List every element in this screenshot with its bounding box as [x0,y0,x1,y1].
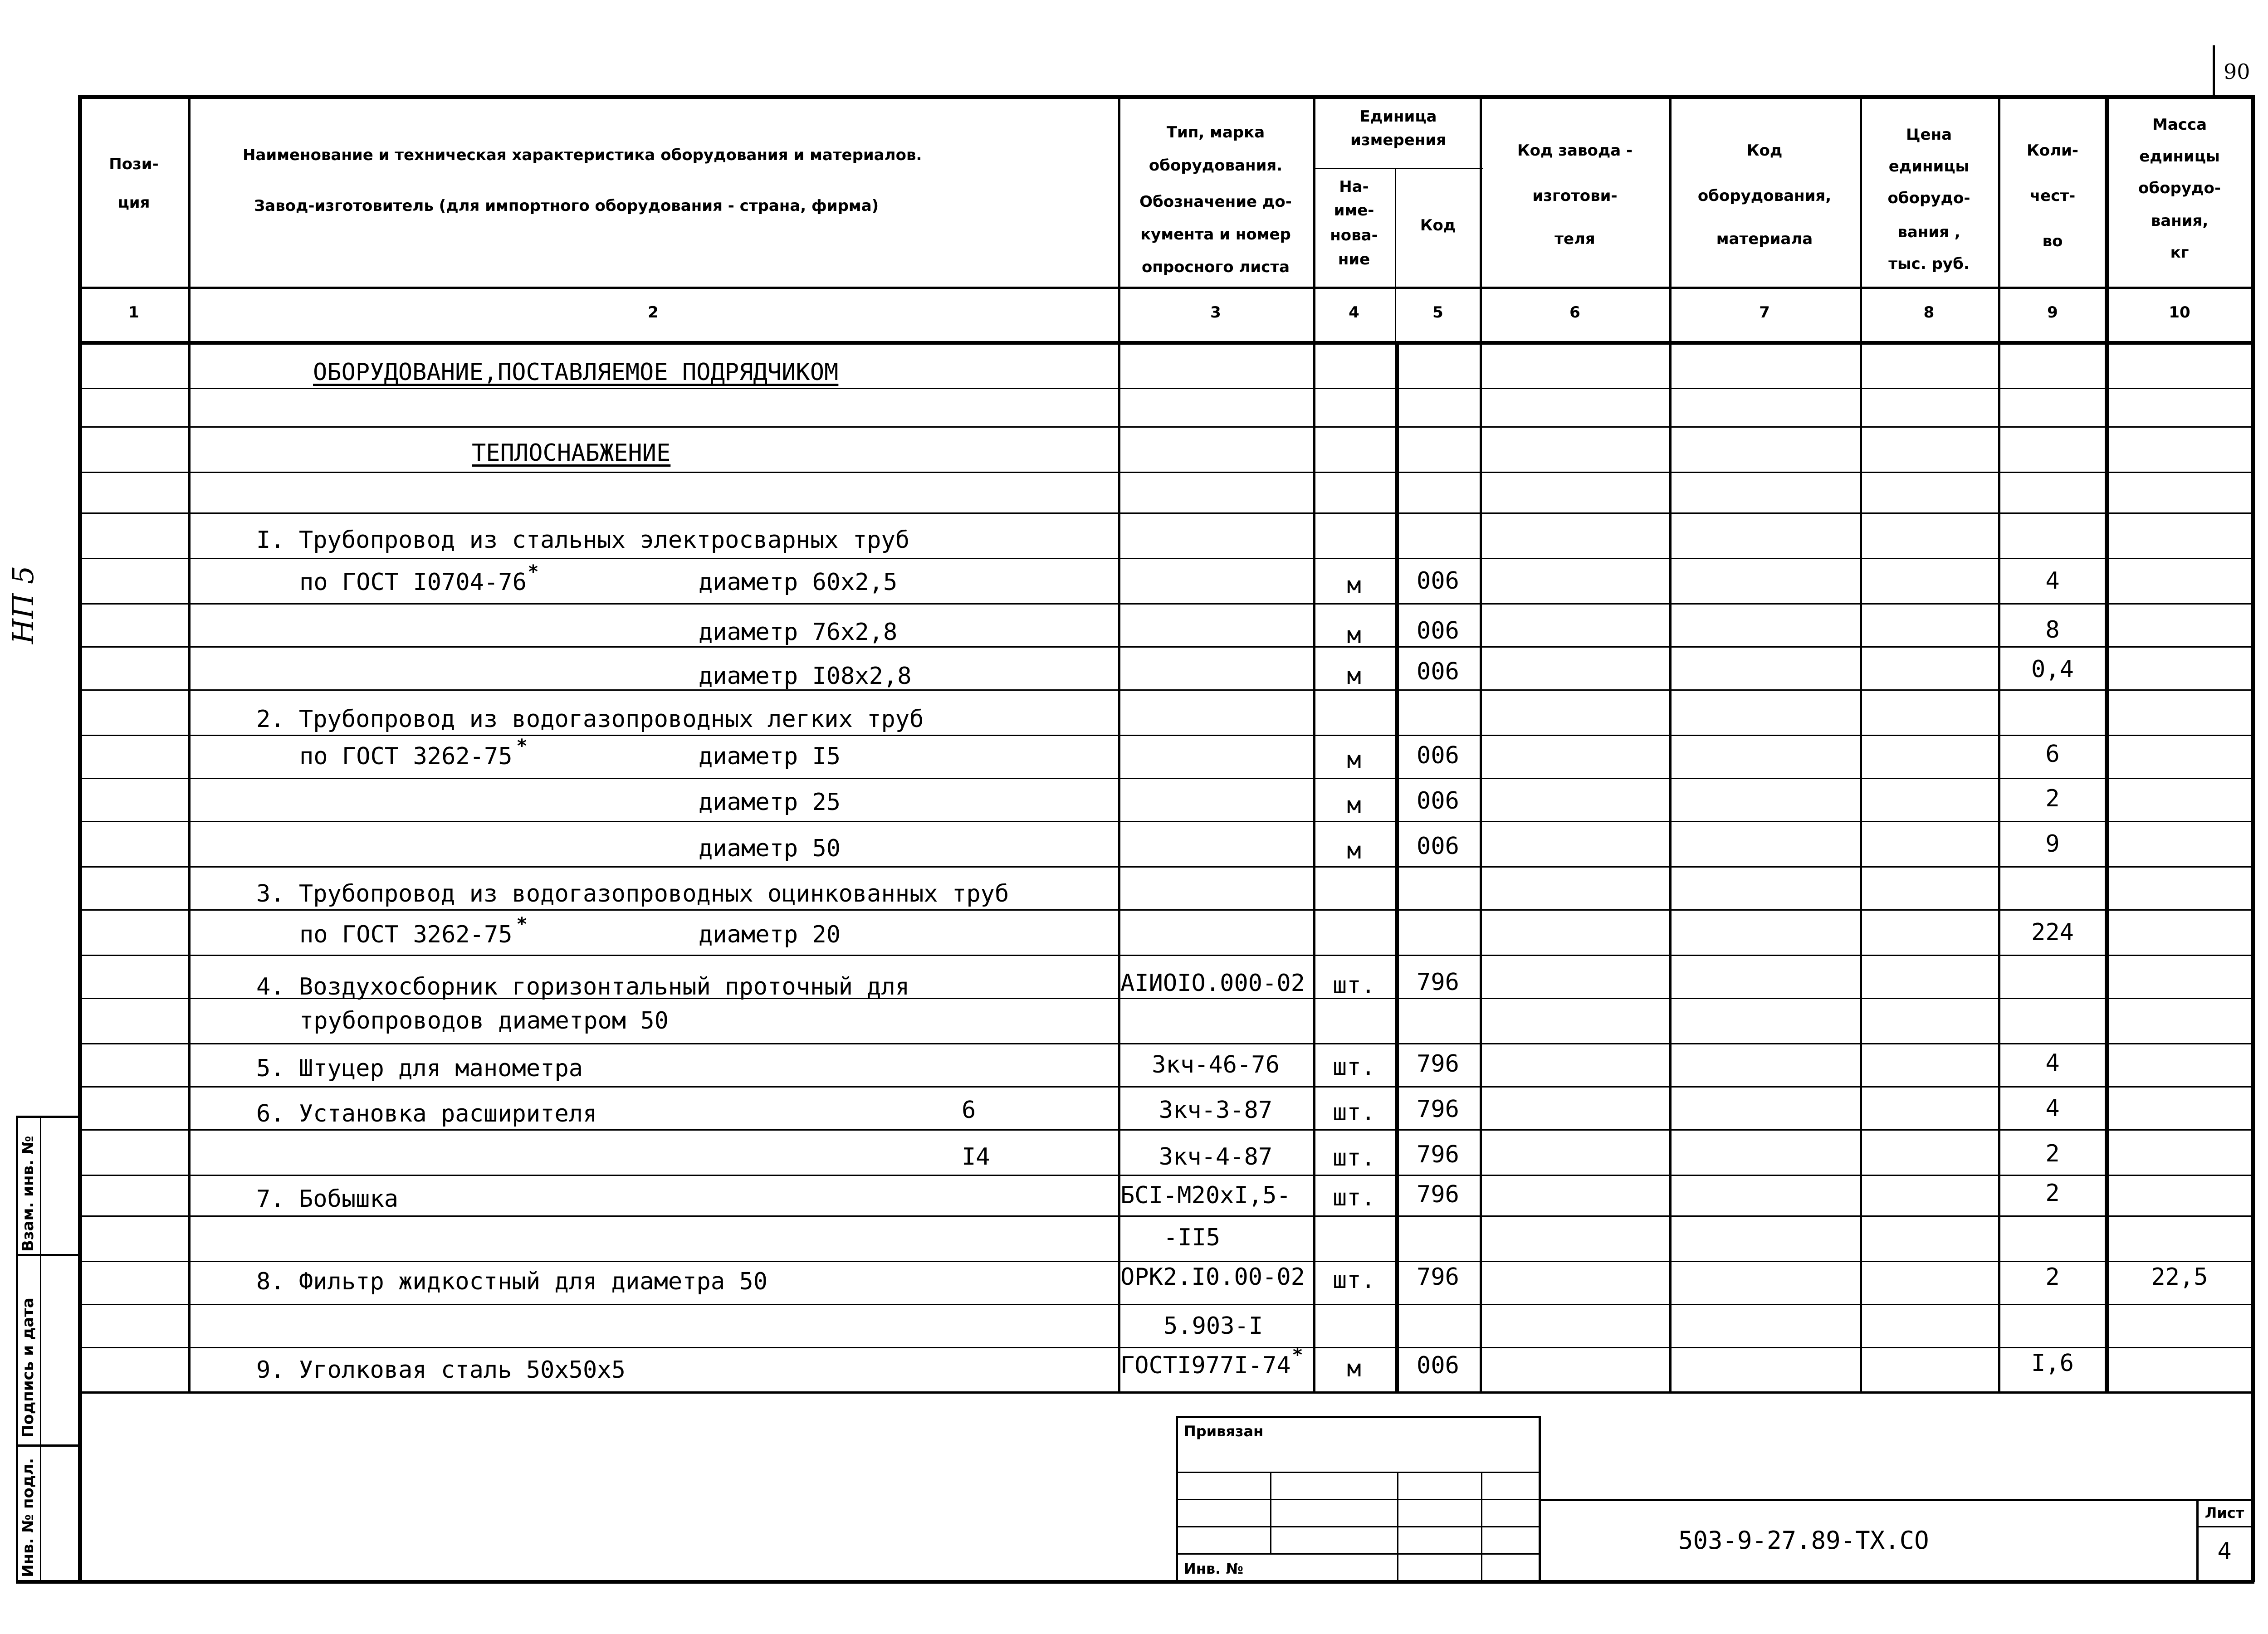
col-number-10: 10 [2169,303,2190,322]
item-5-name: 5. Штуцер для манометра [256,1055,583,1082]
col3-header-line4: кумента и номер [1140,225,1291,244]
col4-header-line4: ние [1338,250,1370,268]
item-3a-diameter: диаметр 20 [699,921,841,948]
col7-header-line2: оборудования, [1697,187,1832,205]
col-line-7 [1860,95,1862,1391]
item-2b-code: 006 [1417,787,1459,815]
numbers-bottom-line [79,341,2254,345]
item-6-code: 796 [1417,1096,1459,1123]
item-2c-code: 006 [1417,833,1459,860]
col2-header-line2: Завод-изготовитель (для импортного оборудования - страна, фирма) [254,197,879,215]
row-sep [79,646,2254,648]
unit-group-divider [1313,168,1483,169]
row-sep [79,866,2254,868]
frame-bottom-line [16,1580,2254,1584]
col-line-9 [2105,95,2109,1391]
row-sep [79,1129,2254,1131]
privyazan-box-top [1177,1416,1540,1418]
item-9-star: * [1293,1345,1302,1366]
item-9-type: ГОСТI977I-74 [1120,1352,1291,1379]
col-line-1 [188,95,191,1391]
col1-header-line1: Пози- [109,155,159,173]
row-sep [79,909,2254,911]
item-8-type-line2: 5.903-I [1163,1312,1263,1340]
col-number-8: 8 [1923,303,1935,322]
col7-header-line1: Код [1746,141,1783,160]
row-sep [79,426,2254,428]
item-3-star: * [517,914,527,935]
row-sep [79,1043,2254,1044]
item-1a-qty: 4 [2045,567,2060,595]
section-heading-contractor: ОБОРУДОВАНИЕ,ПОСТАВЛЯЕМОЕ ПОДРЯДЧИКОМ [313,359,839,386]
item-8-qty: 2 [2045,1263,2060,1291]
item-1b-qty: 8 [2045,616,2060,644]
item-7-type-line1: БСI-М20хI,5- [1120,1182,1291,1209]
row-sep [79,821,2254,822]
item-8-unit: шт. [1333,1267,1375,1294]
privyazan-box-inner-1 [1270,1472,1271,1553]
frame-top-line [79,95,2254,99]
item-6-name: 6. Установка расширителя [256,1100,597,1127]
col8-header-line3: оборудо- [1887,189,1970,207]
item-9-name: 9. Уголковая сталь 50х50х5 [256,1356,626,1384]
item-5-code: 796 [1417,1050,1459,1078]
col10-header-line1: Масса [2152,116,2207,134]
item-7-name: 7. Бобышка [256,1185,399,1213]
col10-header-line4: вания, [2151,212,2209,230]
col9-header-line1: Коли- [2027,141,2078,160]
row-sep [79,1215,2254,1217]
row-sep [79,1175,2254,1176]
item-6-size: 6 [962,1097,976,1124]
sheet-number: 4 [2217,1538,2232,1565]
row-sep [79,558,2254,559]
col4-header-line3: нова- [1330,226,1378,244]
col4-header-line2: име- [1334,201,1374,219]
document-code: 503-9-27.89-ТХ.СО [1678,1526,1929,1555]
item-7-unit: шт. [1333,1184,1375,1211]
col9-header-line2: чест- [2029,187,2076,205]
row-sep [79,1261,2254,1262]
item-1-title: I. Трубопровод из стальных электросварных труб [256,527,910,554]
stamp-top-line [16,1116,79,1118]
frame-right-line [2251,95,2255,1582]
col10-header-line2: единицы [2139,147,2220,166]
item-2c-unit: м [1347,837,1361,864]
header-bottom-line [79,287,2254,289]
col-line-5 [1480,95,1482,1391]
row-sep [79,955,2254,956]
item-7-type-line2: -II5 [1163,1224,1221,1251]
col8-header-line5: тыс. руб. [1888,255,1970,273]
item-6b-type: 3кч-4-87 [1158,1143,1273,1171]
item-6-unit: шт. [1333,1099,1375,1126]
item-3-title: 3. Трубопровод из водогазопроводных оцинкованных труб [256,880,1009,907]
row-sep [79,689,2254,691]
item-1a-code: 006 [1417,567,1459,595]
col-number-9: 9 [2047,303,2058,322]
stamp-left-line [16,1116,18,1582]
unit-group-header-line1: Единица [1359,107,1437,126]
col-number-4: 4 [1349,303,1359,322]
item-5-unit: шт. [1333,1054,1375,1081]
item-5-type: 3кч-46-76 [1152,1051,1280,1078]
sheet-number-top: 90 [2224,59,2250,84]
item-6-type: 3кч-3-87 [1158,1097,1273,1124]
stamp-sep-1 [16,1254,79,1256]
table-bottom-line [79,1391,2254,1394]
stamp-vzam-label: Взам. инв. № [19,1136,37,1252]
item-4-name-line2: трубопроводов диаметром 50 [299,1007,669,1034]
item-1c-unit: м [1347,663,1361,690]
col-line-6 [1669,95,1672,1391]
item-6b-unit: шт. [1333,1144,1375,1171]
col-number-2: 2 [648,303,659,322]
item-2b-unit: м [1347,792,1361,819]
stamp-inv-podl-label: Инв. № подл. [19,1458,37,1577]
item-1c-qty: 0,4 [2031,656,2074,683]
item-6b-size: I4 [962,1143,990,1171]
item-9-code: 006 [1417,1352,1459,1379]
item-1c-code: 006 [1417,658,1459,685]
col10-header-line3: оборудо- [2138,179,2221,197]
item-2c-diameter: диаметр 50 [699,835,841,862]
item-1b-unit: м [1347,622,1361,649]
item-1b-diameter: диаметр 76х2,8 [699,619,898,646]
col6-header-line3: теля [1554,230,1595,248]
col-number-6: 6 [1569,303,1580,322]
item-2c-qty: 9 [2045,830,2060,858]
col1-header-line2: ция [117,194,150,212]
privyazan-label: Привязан [1184,1423,1264,1440]
sheet-box-left [2196,1499,2199,1580]
col6-header-line2: изготови- [1532,187,1618,205]
item-6-qty: 4 [2045,1095,2060,1122]
row-sep [79,512,2254,514]
item-9-unit: м [1347,1355,1361,1382]
item-2b-qty: 2 [2045,785,2060,812]
col7-header-line3: материала [1716,230,1813,248]
item-1a-diameter: диаметр 60х2,5 [699,569,898,596]
item-1c-diameter: диаметр I08х2,8 [699,663,912,690]
row-sep [79,472,2254,473]
privyazan-box-left [1176,1416,1178,1582]
item-4-code: 796 [1417,969,1459,996]
col8-header-line2: единицы [1888,157,1970,176]
sheet-number-box-line [2213,45,2215,95]
item-1-gost: по ГОСТ I0704-76 [299,569,527,596]
privyazan-box-line-2 [1177,1499,1540,1500]
item-8-mass: 22,5 [2151,1263,2208,1291]
privyazan-box-line-1 [1177,1472,1540,1473]
item-4-unit: шт. [1333,972,1375,999]
item-8-code: 796 [1417,1263,1459,1291]
sheet-box-divider [2198,1526,2252,1527]
item-2a-diameter: диаметр I5 [699,743,841,770]
col9-header-line3: во [2042,232,2063,250]
item-9-qty: I,6 [2031,1350,2074,1377]
col10-header-line5: кг [2170,244,2189,262]
sheet-label: Лист [2204,1504,2244,1522]
item-2a-unit: м [1347,746,1361,774]
col-number-5: 5 [1432,303,1443,322]
item-6b-code: 796 [1417,1141,1459,1168]
item-1-star: * [528,561,538,582]
item-1b-code: 006 [1417,617,1459,644]
col8-header-line1: Цена [1906,126,1952,144]
item-2-title: 2. Трубопровод из водогазопроводных легких труб [256,706,924,733]
item-2a-qty: 6 [2045,741,2060,768]
unit-group-header-line2: измерения [1350,131,1446,149]
item-3a-qty: 224 [2031,919,2074,946]
stamp-mid-line [40,1116,41,1582]
item-1a-unit: м [1347,572,1361,599]
row-sep [79,1086,2254,1088]
row-sep [79,778,2254,779]
item-7-qty: 2 [2045,1180,2060,1207]
item-6b-qty: 2 [2045,1140,2060,1167]
item-4-name-line1: 4. Воздухосборник горизонтальный проточный для [256,973,910,1000]
col6-header-line1: Код завода - [1517,141,1633,160]
item-5-qty: 4 [2045,1049,2060,1077]
row-sep [79,735,2254,736]
col-number-3: 3 [1210,303,1221,322]
privyazan-box-inner-2 [1397,1472,1398,1582]
privyazan-box-line-4 [1177,1553,1540,1555]
col3-header-line2: оборудования. [1149,156,1283,175]
item-8-name: 8. Фильтр жидкостный для диаметра 50 [256,1268,768,1295]
col5-header: Код [1420,216,1456,234]
item-3-gost: по ГОСТ 3262-75 [299,921,513,948]
col-number-1: 1 [128,303,139,322]
row-sep [79,603,2254,605]
stamp-podpis-label: Подпись и дата [19,1297,37,1438]
row-sep [79,1304,2254,1305]
col-line-4-header [1395,168,1396,341]
item-2b-diameter: диаметр 25 [699,789,841,816]
col4-header-line1: На- [1339,178,1369,196]
item-2-star: * [517,736,527,756]
margin-note: НП 5 [7,566,40,644]
col3-header-line3: Обозначение до- [1139,193,1292,211]
item-8-type-line1: ОРК2.I0.00-02 [1120,1263,1305,1291]
row-sep [79,388,2254,389]
title-block-top [1540,1499,2252,1501]
privyazan-box-line-3 [1177,1526,1540,1527]
col2-header-line1: Наименование и техническая характеристика оборудования и материалов. [243,146,922,164]
col-number-7: 7 [1759,303,1770,322]
item-2-gost: по ГОСТ 3262-75 [299,743,513,770]
privyazan-box-inner-3 [1481,1472,1482,1582]
inv-no-label: Инв. № [1184,1560,1243,1577]
col3-header-line5: опросного листа [1141,258,1290,276]
col3-header-line1: Тип, марка [1166,123,1265,141]
row-sep [79,1347,2254,1348]
item-4-type: АIИОIО.000-02 [1120,970,1305,997]
stamp-sep-2 [16,1444,79,1447]
item-2a-code: 006 [1417,742,1459,769]
section-heading-heating: ТЕПЛОСНАБЖЕНИЕ [472,439,671,467]
item-7-code: 796 [1417,1181,1459,1208]
col8-header-line4: вания , [1897,223,1960,241]
